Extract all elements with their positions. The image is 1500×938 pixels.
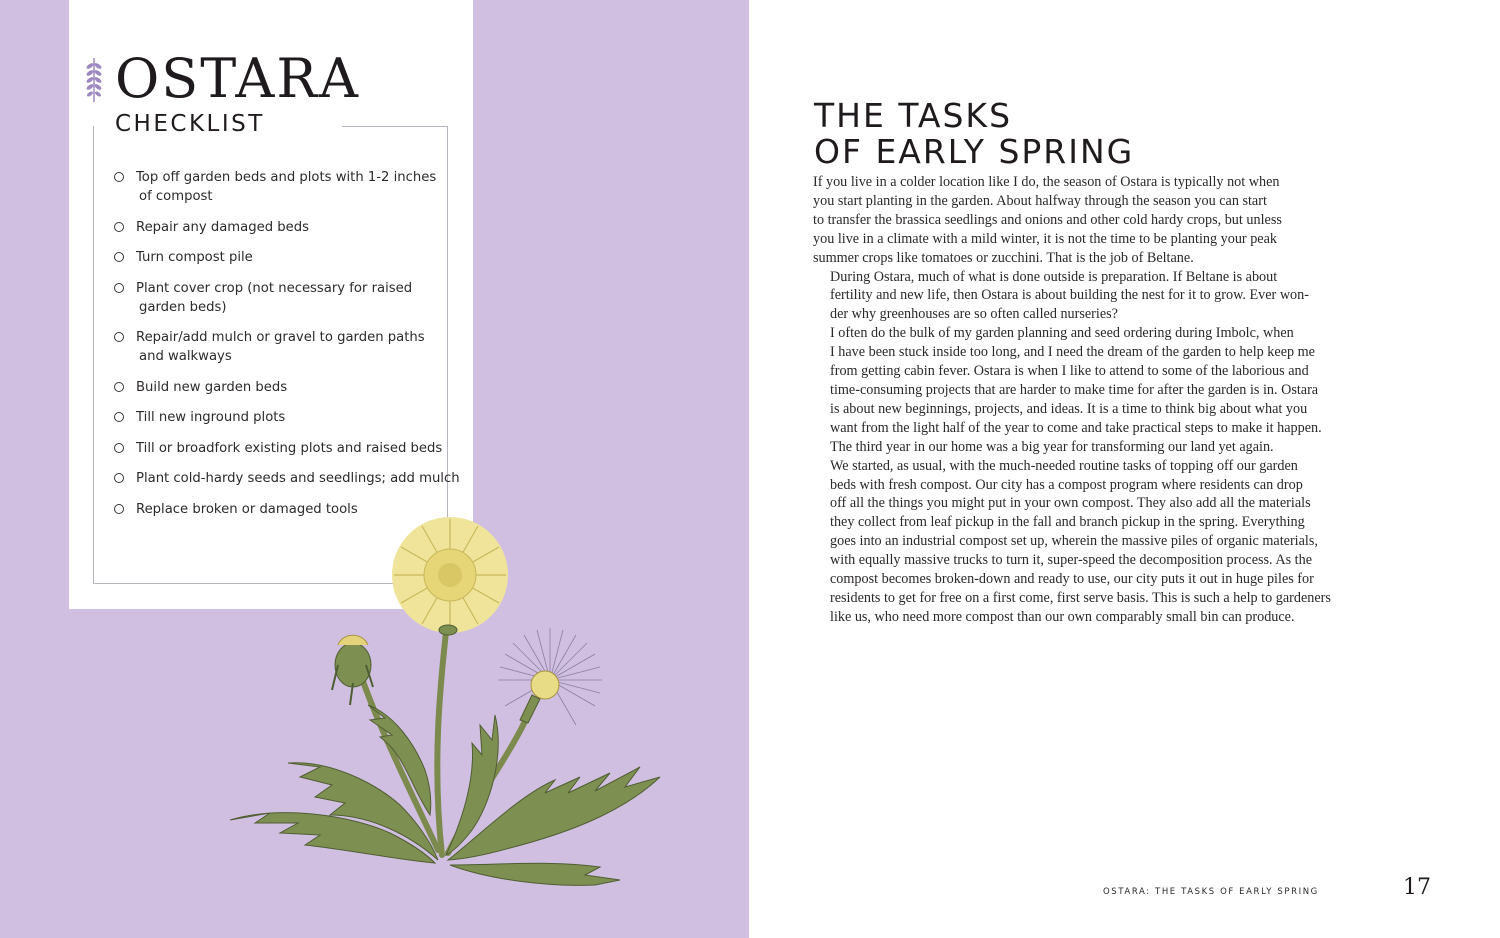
- checkbox-circle-icon: [114, 382, 124, 392]
- paragraph: If you live in a colder location like I do, the season of Ostara is typically not when you start planting in the garden. About halfway through the season you can start to transfer the brassica seedlings and onions and other cold hardy crops, but unless you live in a climate with a mild winter, it is not the time to be planting your peak summer crops like tomatoes or zucchini. That is the job of Beltane.: [813, 174, 1282, 266]
- left-page: [0, 0, 749, 938]
- checklist-item: Repair/add mulch or gravel to garden paths and walkways: [114, 328, 434, 366]
- section-heading: THE TASKS OF EARLY SPRING: [814, 96, 1135, 171]
- paragraph: I often do the bulk of my garden planning and seed ordering during Imbolc, when I have been stuck inside too long, and I need the dream of the garden to help keep me from getting cabin fever. Ostara is when I like to attend to some of the laborious and time-consuming projects that are harder to make time for after the garden is in. Ostara is about new beginnings, projects, and ideas. It is a time to think big about what you want from the light half of the year to come and take practical steps to make it happen.: [830, 325, 1322, 436]
- checkbox-circle-icon: [114, 504, 124, 514]
- checklist: [114, 168, 460, 530]
- checklist-item: Top off garden beds and plots with 1-2 inches of compost: [114, 168, 434, 206]
- right-page: [749, 0, 1500, 938]
- checkbox-circle-icon: [114, 443, 124, 453]
- checklist-frame-rule: [342, 126, 448, 127]
- lavender-sprig-icon: [83, 56, 105, 104]
- checklist-item: Till new inground plots: [114, 408, 434, 427]
- checkbox-circle-icon: [114, 283, 124, 293]
- checkbox-circle-icon: [114, 412, 124, 422]
- checklist-item: Till or broadfork existing plots and raised beds: [114, 439, 434, 458]
- page-number: 17: [1403, 875, 1431, 900]
- checklist-item: Plant cold-hardy seeds and seedlings; add mulch: [114, 469, 434, 488]
- checklist-item: Turn compost pile: [114, 248, 434, 267]
- checkbox-circle-icon: [114, 172, 124, 182]
- dandelion-illustration: [210, 515, 670, 890]
- running-footer: OSTARA: THE TASKS OF EARLY SPRING: [1103, 887, 1319, 897]
- checklist-item: Repair any damaged beds: [114, 218, 434, 237]
- body-text: [813, 173, 1331, 627]
- checklist-item: Replace broken or damaged tools: [114, 500, 434, 519]
- checklist-subtitle: CHECKLIST: [115, 111, 265, 137]
- checklist-item: Build new garden beds: [114, 378, 434, 397]
- checklist-item: Plant cover crop (not necessary for raised garden beds): [114, 279, 434, 317]
- checkbox-circle-icon: [114, 473, 124, 483]
- checkbox-circle-icon: [114, 222, 124, 232]
- checkbox-circle-icon: [114, 332, 124, 342]
- paragraph: The third year in our home was a big year for transforming our land yet again. We started, as usual, with the much-needed routine tasks of topping off our garden beds with fresh compost. Our city has a compost program where residents can drop off all the things you might put in your own compost. They also add all the materials they collect from leaf pickup in the fall and branch pickup in the spring. Everything goes into an industrial compost set up, wherein the massive piles of organic materials, with equally massive trucks to turn it, super-speed the decomposition process. As the compost becomes broken-down and ready to use, our city puts it out in huge piles for residents to get for free on a first come, first serve basis. This is such a help to gardeners like us, who need more compost than our own comparably small bin can produce.: [830, 438, 1331, 625]
- paragraph: During Ostara, much of what is done outside is preparation. If Beltane is about fertility and new life, then Ostara is about building the nest for it to grow. Ever won- der why greenhouses are so often called nurseries?: [830, 268, 1309, 323]
- checklist-title: OSTARA: [115, 47, 360, 110]
- checkbox-circle-icon: [114, 252, 124, 262]
